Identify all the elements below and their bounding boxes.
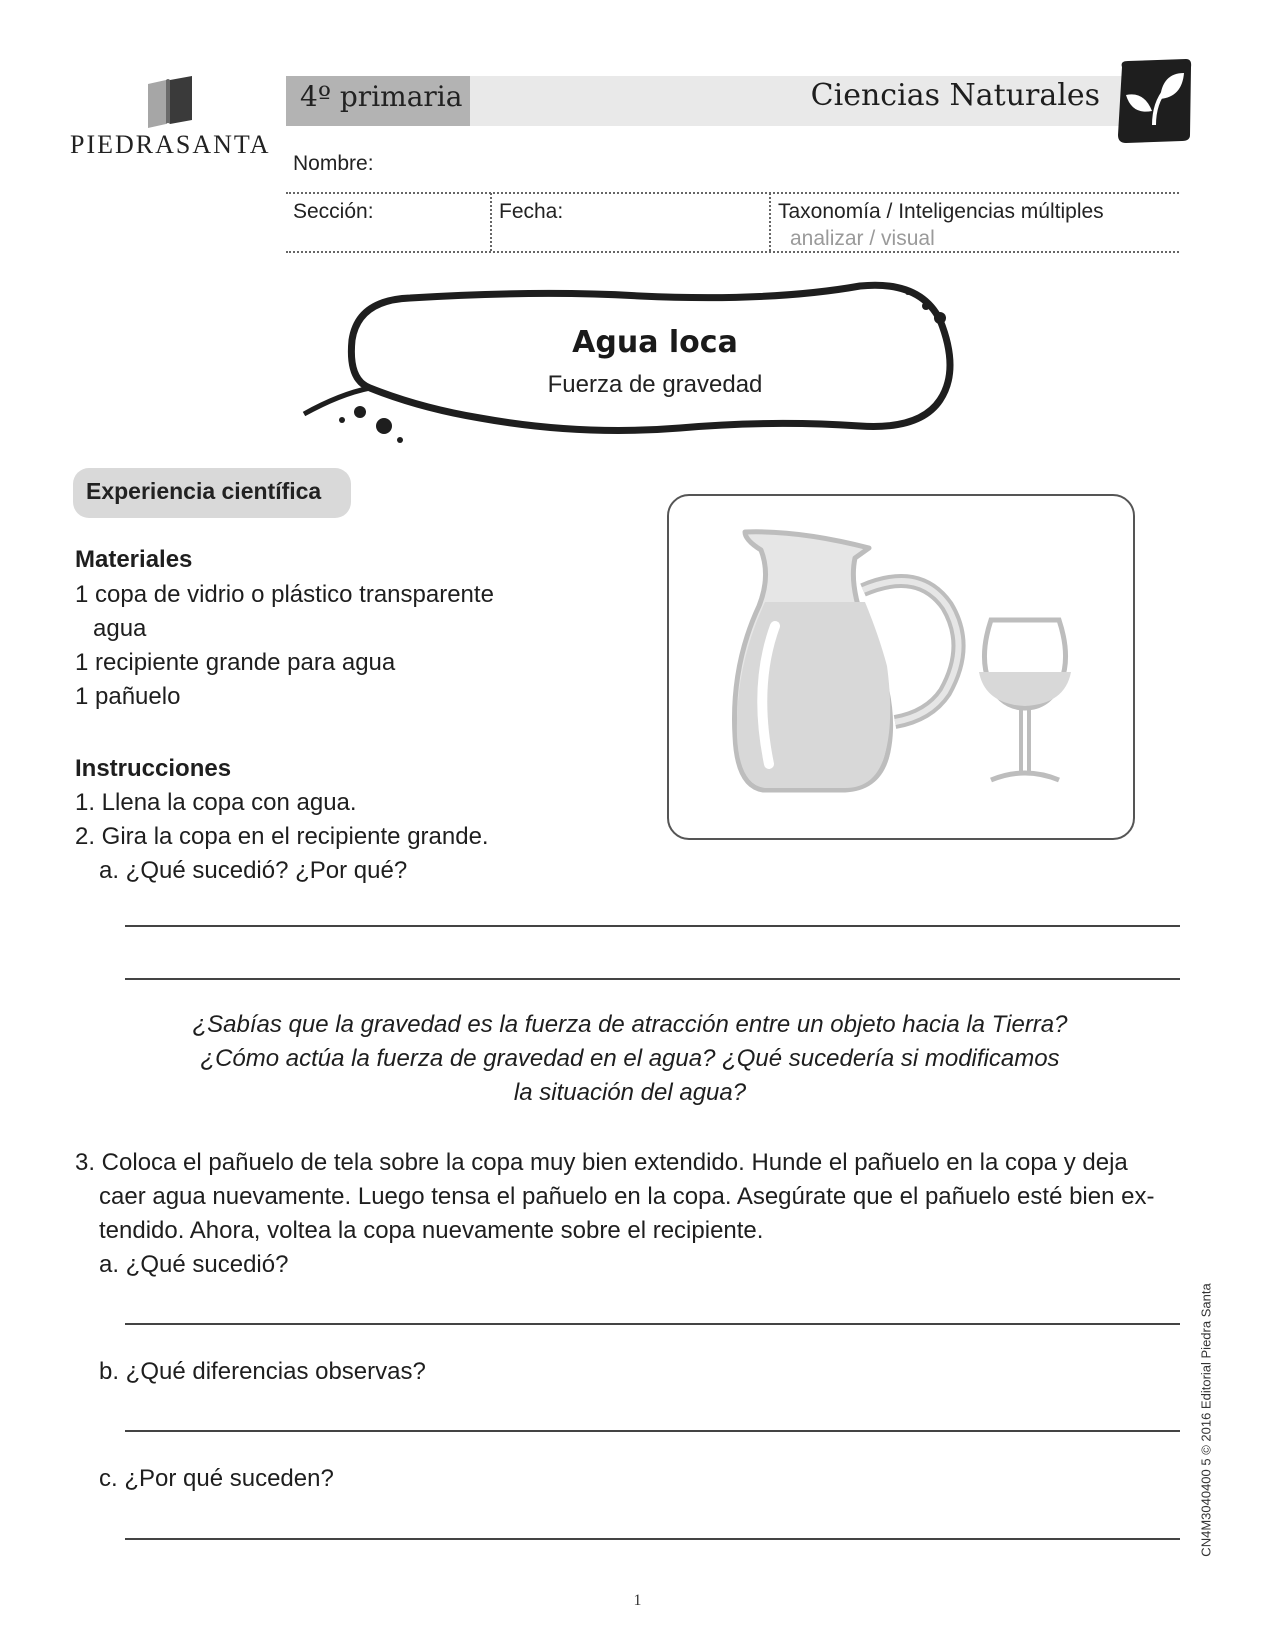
worksheet-title: Agua loca (572, 325, 738, 360)
divider (490, 193, 492, 251)
instructions-heading: Instrucciones (75, 755, 232, 782)
instruction-step: 2. Gira la copa en el recipiente grande. (75, 823, 489, 850)
section-field-label: Sección: (293, 200, 374, 223)
name-field-label: Nombre: (293, 152, 374, 175)
info-text: ¿Cómo actúa la fuerza de gravedad en el agua? ¿Qué sucedería si modificamos (200, 1045, 1060, 1072)
materials-heading: Materiales (75, 546, 193, 573)
taxonomy-value: analizar / visual (790, 227, 935, 250)
question-label: a. ¿Qué sucedió? ¿Por qué? (99, 857, 408, 884)
date-field[interactable] (560, 196, 760, 250)
answer-line[interactable] (125, 978, 1180, 980)
answer-line[interactable] (125, 1323, 1180, 1325)
question-label: b. ¿Qué diferencias observas? (99, 1358, 426, 1385)
illustration (669, 496, 1133, 838)
title-bubble (300, 280, 970, 450)
instruction-step: 1. Llena la copa con agua. (75, 789, 357, 816)
list-item: 1 copa de vidrio o plástico transparente (75, 581, 494, 608)
publisher-logo (70, 70, 270, 170)
question-label: a. ¿Qué sucedió? (99, 1251, 289, 1278)
answer-line[interactable] (125, 925, 1180, 927)
wine-glass-icon (979, 620, 1071, 780)
instruction-step: tendido. Ahora, voltea la copa nuevamente sobre el recipiente. (99, 1217, 764, 1244)
instruction-step: 3. Coloca el pañuelo de tela sobre la copa muy bien extendido. Hunde el pañuelo en la copa y deja (75, 1149, 1128, 1176)
section-field[interactable] (380, 196, 485, 250)
date-field-label: Fecha: (499, 200, 564, 223)
divider (286, 192, 1179, 194)
answer-line[interactable] (125, 1538, 1180, 1540)
copyright-code (1196, 1270, 1216, 1570)
section-pill-label: Experiencia científica (86, 478, 322, 504)
name-field[interactable] (375, 150, 1165, 186)
info-text: la situación del agua? (513, 1079, 747, 1106)
divider (286, 251, 1179, 253)
taxonomy-label: Taxonomía / Inteligencias múltiples (778, 200, 1104, 223)
copyright-text: CN4M3040400 5 © 2016 Editorial Piedra Santa (1198, 1283, 1214, 1557)
leaf-icon (1116, 59, 1192, 143)
worksheet-subtitle: Fuerza de gravedad (547, 371, 763, 398)
instruction-step: caer agua nuevamente. Luego tensa el pañuelo en la copa. Asegúrate que el pañuelo esté bien ex- (99, 1183, 1155, 1210)
question-label: c. ¿Por qué suceden? (99, 1465, 334, 1492)
list-item: 1 pañuelo (75, 683, 181, 710)
divider (769, 193, 771, 251)
list-item: 1 recipiente grande para agua (75, 649, 396, 676)
book-icon (140, 76, 200, 128)
logo-text: PIEDRASANTA (70, 130, 271, 159)
list-item: agua (93, 615, 147, 642)
pitcher-icon (735, 532, 959, 790)
illustration-frame (667, 494, 1135, 840)
page-number: 1 (633, 1592, 642, 1609)
info-text: ¿Sabías que la gravedad es la fuerza de atracción entre un objeto hacia la Tierra? (192, 1011, 1068, 1038)
answer-line[interactable] (125, 1430, 1180, 1432)
grade-label: 4º primaria (300, 80, 463, 113)
subject-title: Ciencias Naturales (810, 78, 1100, 113)
